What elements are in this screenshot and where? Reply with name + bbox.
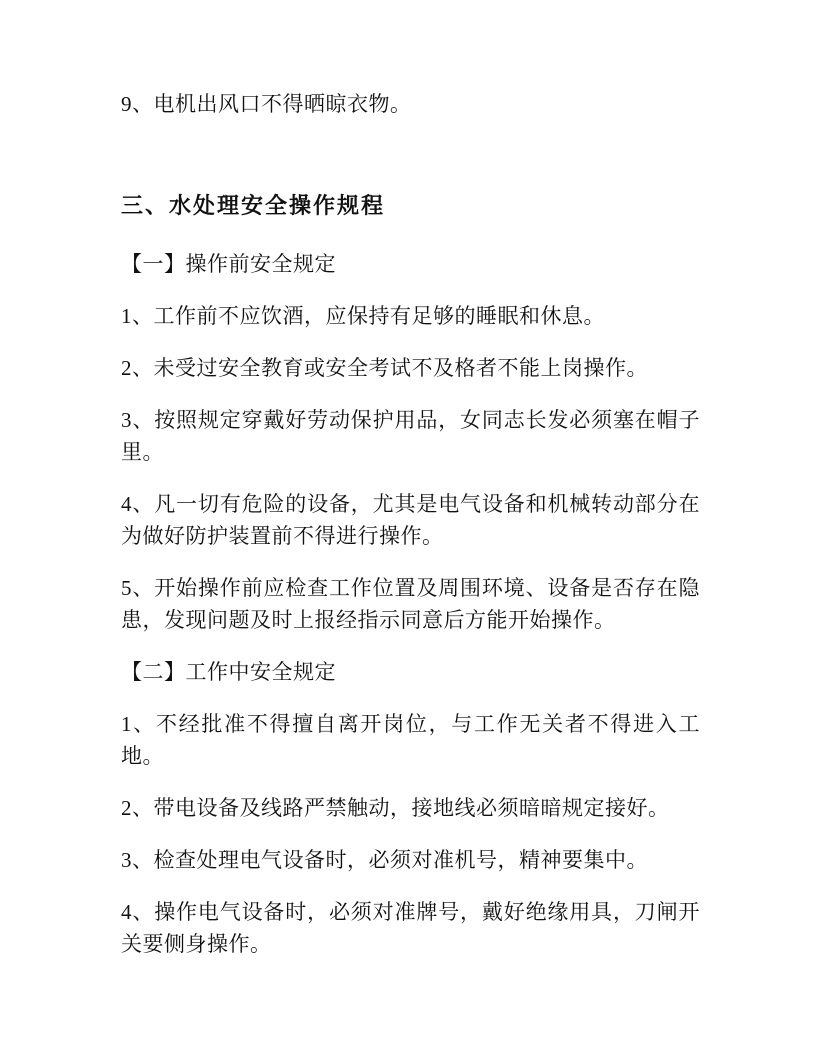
subsection-heading-before-operation: 【一】操作前安全规定 [121, 252, 336, 276]
paragraph-rule-2: 2、未受过安全教育或安全考试不及格者不能上岗操作。 [121, 356, 648, 380]
paragraph-rule-3: 3、按照规定穿戴好劳动保护用品，女同志长发必须塞在帽子里。 [121, 408, 700, 464]
paragraph-rule-5: 5、开始操作前应检查工作位置及周围环境、设备是否存在隐患，发现问题及时上报经指示同意后方能开始操作。 [121, 576, 700, 632]
subsection-heading-during-work: 【二】工作中安全规定 [121, 660, 336, 684]
paragraph-rule-1: 1、工作前不应饮酒，应保持有足够的睡眠和休息。 [121, 304, 605, 328]
paragraph-work-rule-2: 2、带电设备及线路严禁触动，接地线必须暗暗规定接好。 [121, 796, 670, 820]
paragraph-work-rule-4: 4、操作电气设备时，必须对准牌号，戴好绝缘用具，刀闸开关要侧身操作。 [121, 900, 700, 956]
paragraph-rule-4: 4、凡一切有危险的设备，尤其是电气设备和机械转动部分在为做好防护装置前不得进行操作。 [121, 492, 700, 548]
paragraph-work-rule-3: 3、检查处理电气设备时，必须对准机号，精神要集中。 [121, 848, 648, 872]
section-heading-water-treatment: 三、水处理安全操作规程 [121, 193, 386, 218]
paragraph-work-rule-1: 1、不经批准不得擅自离开岗位，与工作无关者不得进入工地。 [121, 712, 700, 768]
paragraph-item-9: 9、电机出风口不得晒晾衣物。 [121, 92, 412, 116]
